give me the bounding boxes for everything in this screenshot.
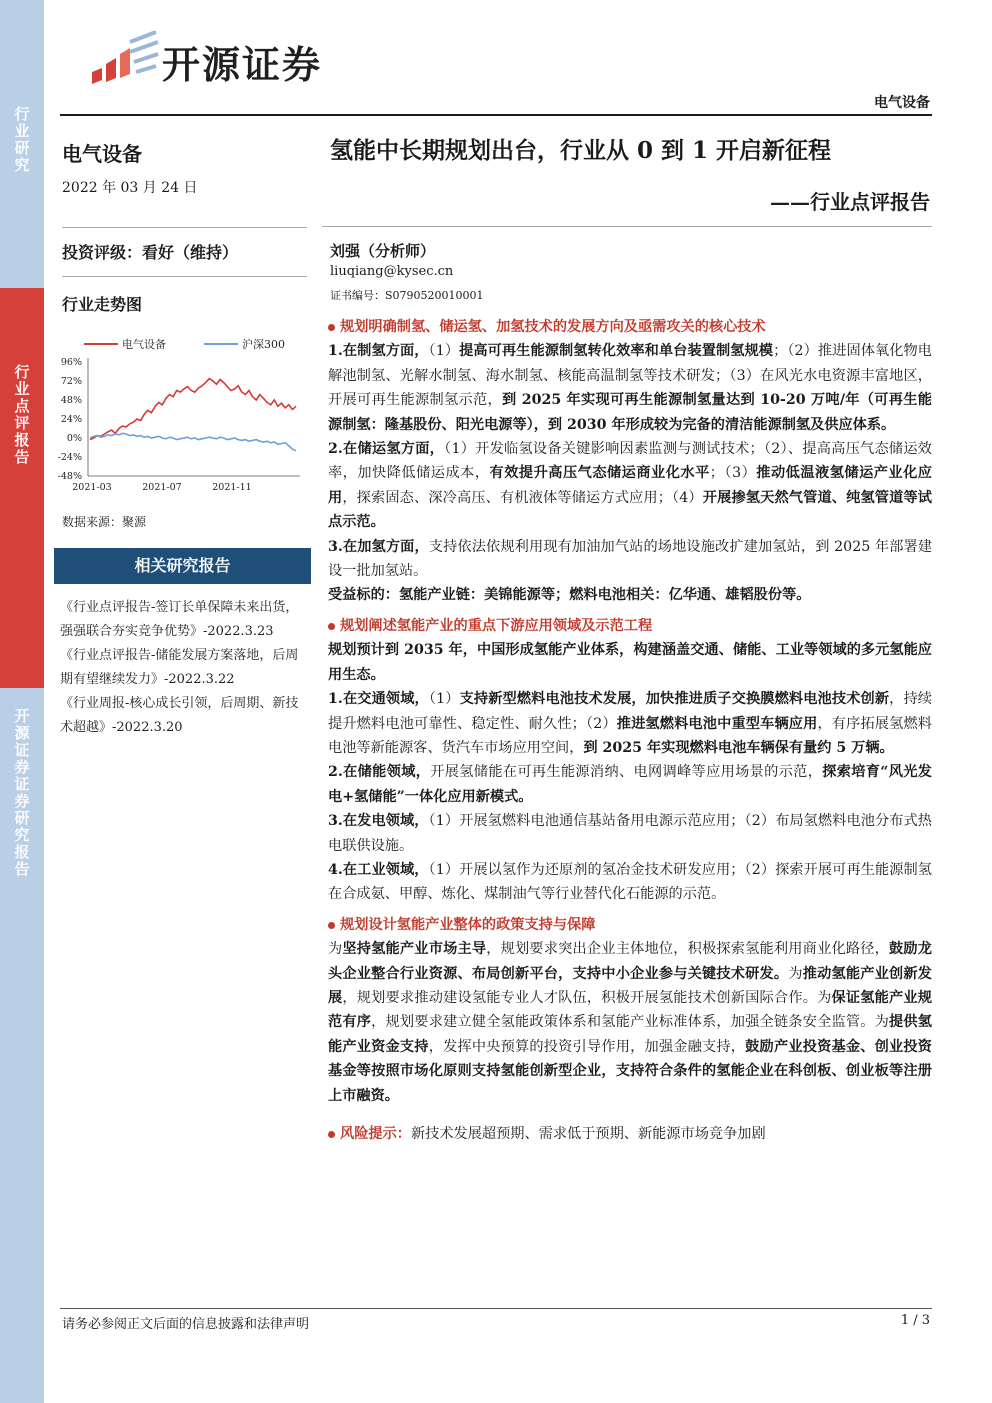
footer-divider (60, 1308, 932, 1309)
header-category: 电气设备 (874, 95, 930, 111)
x-tick-label: 2021-07 (142, 482, 182, 493)
legend-label: 电气设备 (122, 338, 166, 351)
analyst-email[interactable]: liuqiang@kysec.cn (330, 264, 454, 279)
paragraph: 为坚持氢能产业市场主导，规划要求突出企业主体地位，积极探索氢能利用商业化路径，鼓励龙头企业整合行业资源、布局创新平台，支持中小企业参与关键技术研发。为推动氢能产业创新发展，规划要求推动建设氢能专业人才队伍，积极开展氢能技术创新国际合作。为保证氢能产业规范有序，规划要求建立健全氢能政策体系和氢能产业标准体系，加强全链条安全监管。为提供氢能产业资金支持，发挥中央预算的投资引导作用，加强金融支持，鼓励产业投资基金、创业投资基金等按照市场化原则支持氢能创新型企业，支持符合条件的氢能企业在科创板、创业板等注册上市融资。 (328, 941, 932, 1104)
investment-rating: 投资评级：看好（维持） (62, 243, 239, 262)
legend-label: 沪深300 (242, 338, 285, 351)
report-subtitle: ——行业点评报告 (770, 190, 930, 214)
data-source: 数据来源：聚源 (62, 515, 147, 529)
paragraph: 4.在工业领域，（1）开展以氢作为还原剂的氢冶金技术研发应用；（2）探索开展可再生能源制氢在合成氨、甲醇、炼化、煤制油气等行业替代化石能源的示范。 (328, 861, 932, 903)
side-strip (0, 0, 44, 1403)
side-label-top: 行业研究 (14, 105, 30, 174)
related-report-item[interactable]: 《行业点评报告-储能发展方案落地，后周期有望继续发力》-2022.3.22 (60, 648, 299, 687)
side-strip-highlight (0, 288, 44, 688)
section-heading: 规划设计氢能产业整体的政策支持与保障 (328, 913, 932, 937)
section-heading: 规划阐述氢能产业的重点下游应用领域及示范工程 (328, 614, 932, 638)
paragraph: 3.在加氢方面，支持依法依规利用现有加油加气站的场地设施改扩建加氢站，到 2025 年部署建设一批加氢站。 (328, 538, 933, 580)
paragraph: 1.在制氢方面，（1）提高可再生能源制氢转化效率和单台装置制氢规模；（2）推进固体氧化物电解池制氢、光解水制氢、海水制氢、核能高温制氢等技术研发；（3）在风光水电资源丰富地区，开展可再生能源制氢示范，到 2025 年实现可再生能源制氢量达到 10-20 万吨/年（可再生能源制氢：隆基股份、阳光电源等），到 2030 年形成较为完备的清洁能源制氢及供应体系。 (328, 343, 932, 433)
related-reports-title: 相关研究报告 (54, 548, 311, 584)
divider (62, 227, 307, 228)
y-tick-label: 0% (66, 433, 82, 444)
series-line (90, 379, 296, 440)
related-report-item[interactable]: 《行业周报-核心成长引领，后周期、新技术超越》-2022.3.20 (60, 696, 299, 735)
section-heading: 规划明确制氢、储运氢、加氢技术的发展方向及亟需攻关的核心技术 (328, 315, 932, 339)
related-report-item[interactable]: 《行业点评报告-签订长单保障未来出货，强强联合夯实竞争优势》-2022.3.23 (60, 600, 299, 639)
side-label-bottom: 开源证券 证券研究报告 (14, 707, 30, 878)
paragraph: 3.在发电领域，（1）开展氢燃料电池通信基站备用电源示范应用；（2）布局氢燃料电池分布式热电联供设施。 (328, 813, 932, 854)
y-tick-label: 24% (60, 414, 82, 425)
paragraph: 2.在储能领域，开展氢储能在可再生能源消纳、电网调峰等应用场景的示范，探索培育“风光发电+氢储能”一体化应用新模式。 (328, 764, 932, 805)
company-logo-icon (86, 28, 162, 88)
industry-name: 电气设备 (62, 142, 142, 166)
analyst-name: 刘强（分析师） (330, 242, 436, 260)
risk-note (328, 1122, 932, 1146)
header-divider (60, 114, 932, 116)
y-tick-label: 96% (60, 357, 82, 368)
paragraph: 1.在交通领域，（1）支持新型燃料电池技术发展，加快推进质子交换膜燃料电池技术创新，持续提升燃料电池可靠性、稳定性、耐久性；（2）推进氢燃料电池中重型车辆应用，有序拓展氢燃料电池等新能源客、货汽车市场应用空间，到 2025 年实现燃料电池车辆保有量约 5 万辆。 (328, 691, 932, 756)
y-tick-label: -24% (57, 452, 82, 463)
y-tick-label: -48% (57, 471, 82, 482)
y-tick-label: 48% (60, 395, 82, 406)
side-label-middle: 行业点评报告 (14, 363, 30, 466)
divider (62, 276, 307, 277)
industry-trend-chart (54, 330, 312, 500)
x-tick-label: 2021-03 (72, 482, 112, 493)
x-tick-label: 2021-11 (212, 482, 252, 493)
divider (322, 226, 932, 227)
report-title: 氢能中长期规划出台，行业从 0 到 1 开启新征程 (330, 137, 832, 164)
y-tick-label: 72% (60, 376, 82, 387)
related-reports-list (60, 596, 310, 740)
footer-disclaimer: 请务必参阅正文后面的信息披露和法律声明 (62, 1317, 310, 1332)
paragraph: 规划预计到 2035 年，中国形成氢能产业体系，构建涵盖交通、储能、工业等领域的多元氢能应用生态。 (328, 642, 932, 683)
logo-text: 开源证券 (162, 43, 323, 87)
paragraph: 2.在储运氢方面，（1）开发临氢设备关键影响因素监测与测试技术；（2）、提高高压气态储运效率，加快降低储运成本，有效提升高压气态储运商业化水平；（3）推动低温液氢储运产业化应用，探索固态、深冷高压、有机液体等储运方式应用；（4）开展掺氢天然气管道、纯氢管道等试点示范。 (328, 441, 932, 531)
risk-text: 新技术发展超预期、需求低于预期、新能源市场竞争加剧 (410, 1126, 766, 1142)
paragraph: 受益标的：氢能产业链：美锦能源等；燃料电池相关：亿华通、雄韬股份等。 (328, 587, 811, 604)
page-number: 1 / 3 (900, 1313, 930, 1328)
risk-label: 风险提示： (340, 1126, 411, 1142)
trend-title: 行业走势图 (62, 295, 143, 314)
certificate-number: 证书编号：S0790520010001 (330, 289, 484, 302)
series-line (90, 433, 296, 450)
report-body (328, 315, 932, 1146)
report-date: 2022 年 03 月 24 日 (62, 180, 198, 196)
